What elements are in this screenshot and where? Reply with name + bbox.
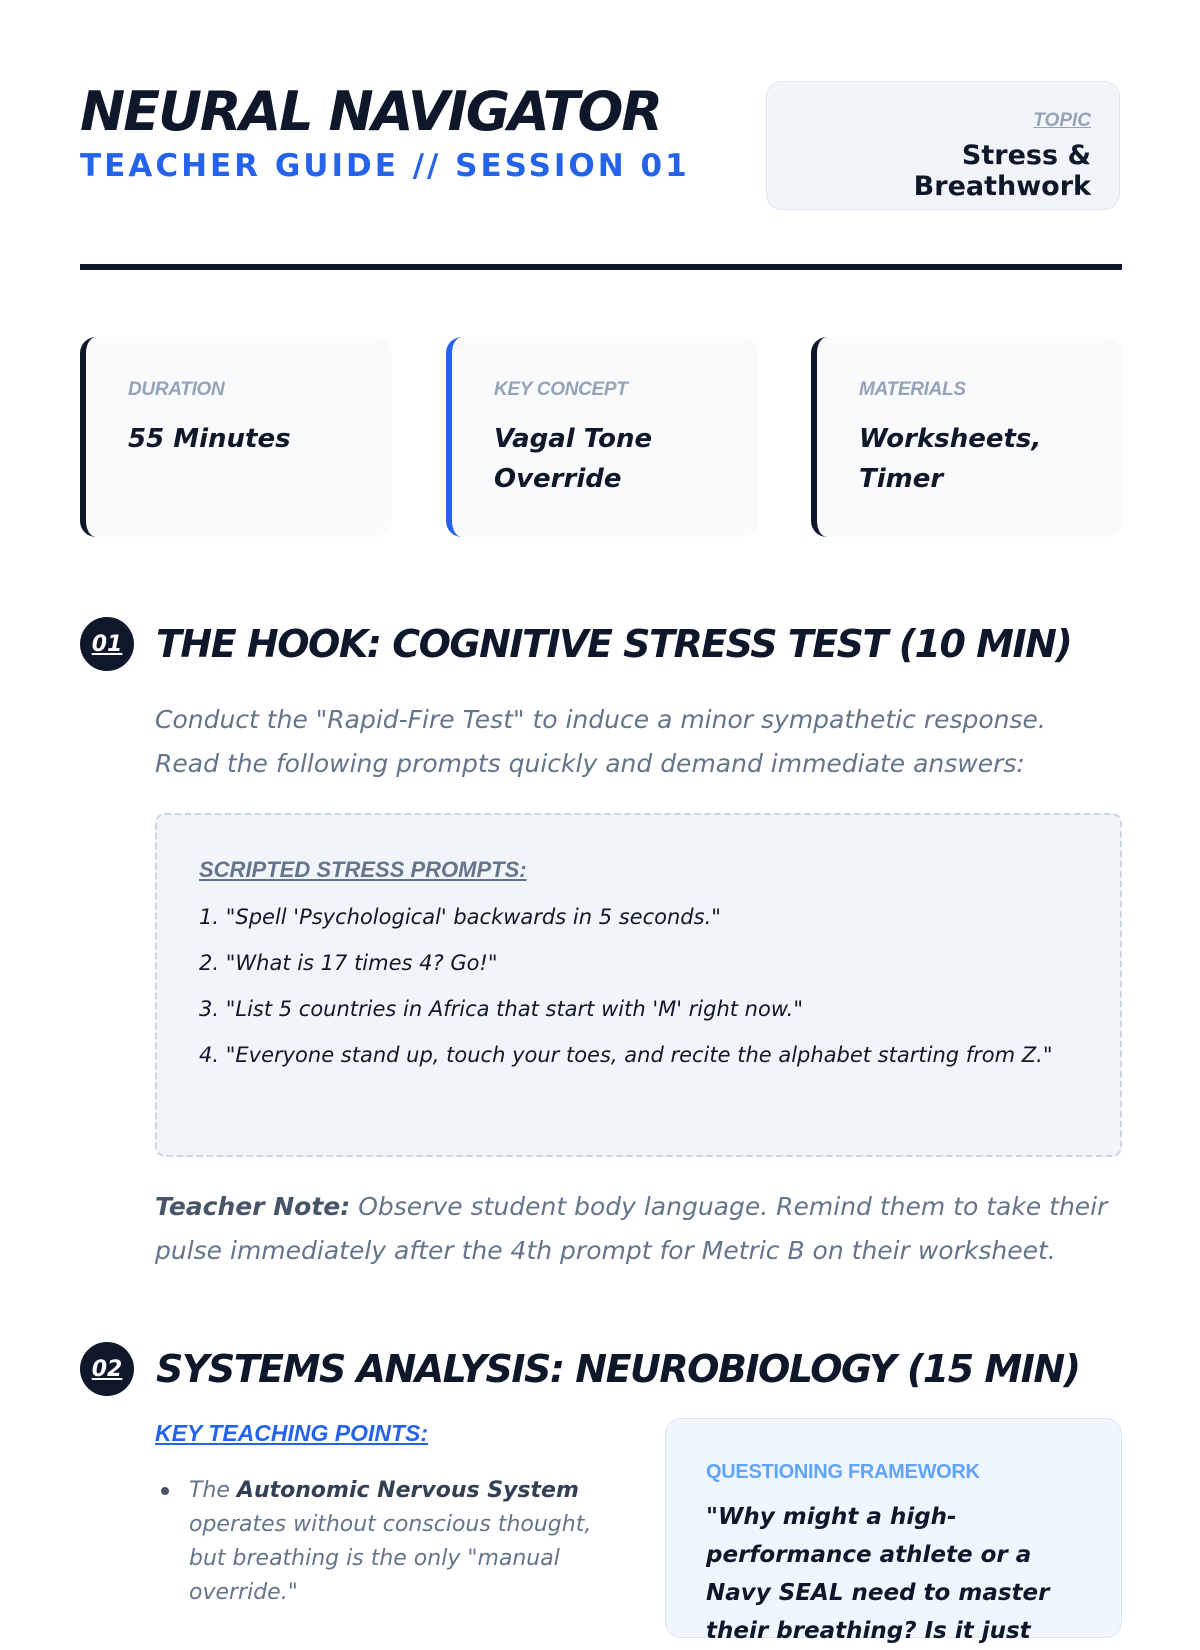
guide-title: NEURAL NAVIGATOR xyxy=(80,80,661,143)
prompt-item: 3. "List 5 countries in Africa that start with 'M' right now." xyxy=(199,997,803,1021)
section-number-badge: 01 xyxy=(80,617,134,671)
prompt-item: 1. "Spell 'Psychological' backwards in 5 seconds." xyxy=(199,905,721,929)
prompt-item: 4. "Everyone stand up, touch your toes, and recite the alphabet starting from Z." xyxy=(199,1043,1053,1067)
questioning-framework-box xyxy=(665,1418,1122,1644)
key-teaching-points-label: KEY TEACHING POINTS: xyxy=(155,1420,429,1446)
info-card-value: Worksheets, Timer xyxy=(859,424,1042,494)
brand-header xyxy=(80,82,690,184)
teacher-note-text: Observe student body language. Remind them to take their pulse immediately after the 4th prompt for Metric B on their worksheet. xyxy=(155,1192,1108,1265)
info-card-materials xyxy=(811,337,1123,537)
section-number-badge: 02 xyxy=(80,1342,134,1396)
key-teaching-points-list xyxy=(161,1474,611,1610)
topic-box xyxy=(766,81,1120,210)
section-title: THE HOOK: COGNITIVE STRESS TEST (10 MIN) xyxy=(156,622,1072,666)
guide-subtitle: TEACHER GUIDE // SESSION 01 xyxy=(80,148,690,184)
section-heading-02 xyxy=(80,1342,1080,1396)
section-heading-01 xyxy=(80,617,1071,671)
info-card-label: DURATION xyxy=(128,379,225,400)
info-card-label: KEY CONCEPT xyxy=(494,379,628,400)
info-card-duration xyxy=(80,337,392,537)
topic-label: TOPIC xyxy=(1033,110,1091,131)
section-title: SYSTEMS ANALYSIS: NEUROBIOLOGY (15 MIN) xyxy=(156,1347,1080,1391)
teacher-note xyxy=(155,1185,1122,1273)
info-card-value: Vagal Tone Override xyxy=(494,424,653,494)
questioning-framework-quote: "Why might a high-performance athlete or a Navy SEAL need to master their breathing? Is it just xyxy=(706,1504,1050,1644)
teaching-point-prefix: The xyxy=(189,1478,237,1503)
prompt-list xyxy=(199,901,1076,1072)
info-card-key-concept xyxy=(446,337,758,537)
teaching-point-suffix: operates without conscious thought, but breathing is the only "manual override." xyxy=(189,1512,592,1605)
teacher-note-lead: Teacher Note: xyxy=(155,1192,351,1221)
bullet-icon xyxy=(161,1487,169,1495)
prompts-label: SCRIPTED STRESS PROMPTS: xyxy=(199,857,527,882)
info-card-value: 55 Minutes xyxy=(128,424,291,454)
info-card-label: MATERIALS xyxy=(859,379,966,400)
teaching-point-emphasis: Autonomic Nervous System xyxy=(236,1478,579,1503)
section-intro: Conduct the "Rapid-Fire Test" to induce a minor sympathetic response. Read the following prompts quickly and demand immediate answers: xyxy=(155,705,1046,778)
teaching-point-item xyxy=(161,1474,611,1610)
header-divider xyxy=(80,264,1122,270)
questioning-framework-label: QUESTIONING FRAMEWORK xyxy=(706,1461,980,1483)
scripted-prompts-box xyxy=(155,813,1122,1157)
prompt-item: 2. "What is 17 times 4? Go!" xyxy=(199,951,498,975)
topic-value: Stress & Breathwork xyxy=(913,140,1091,202)
